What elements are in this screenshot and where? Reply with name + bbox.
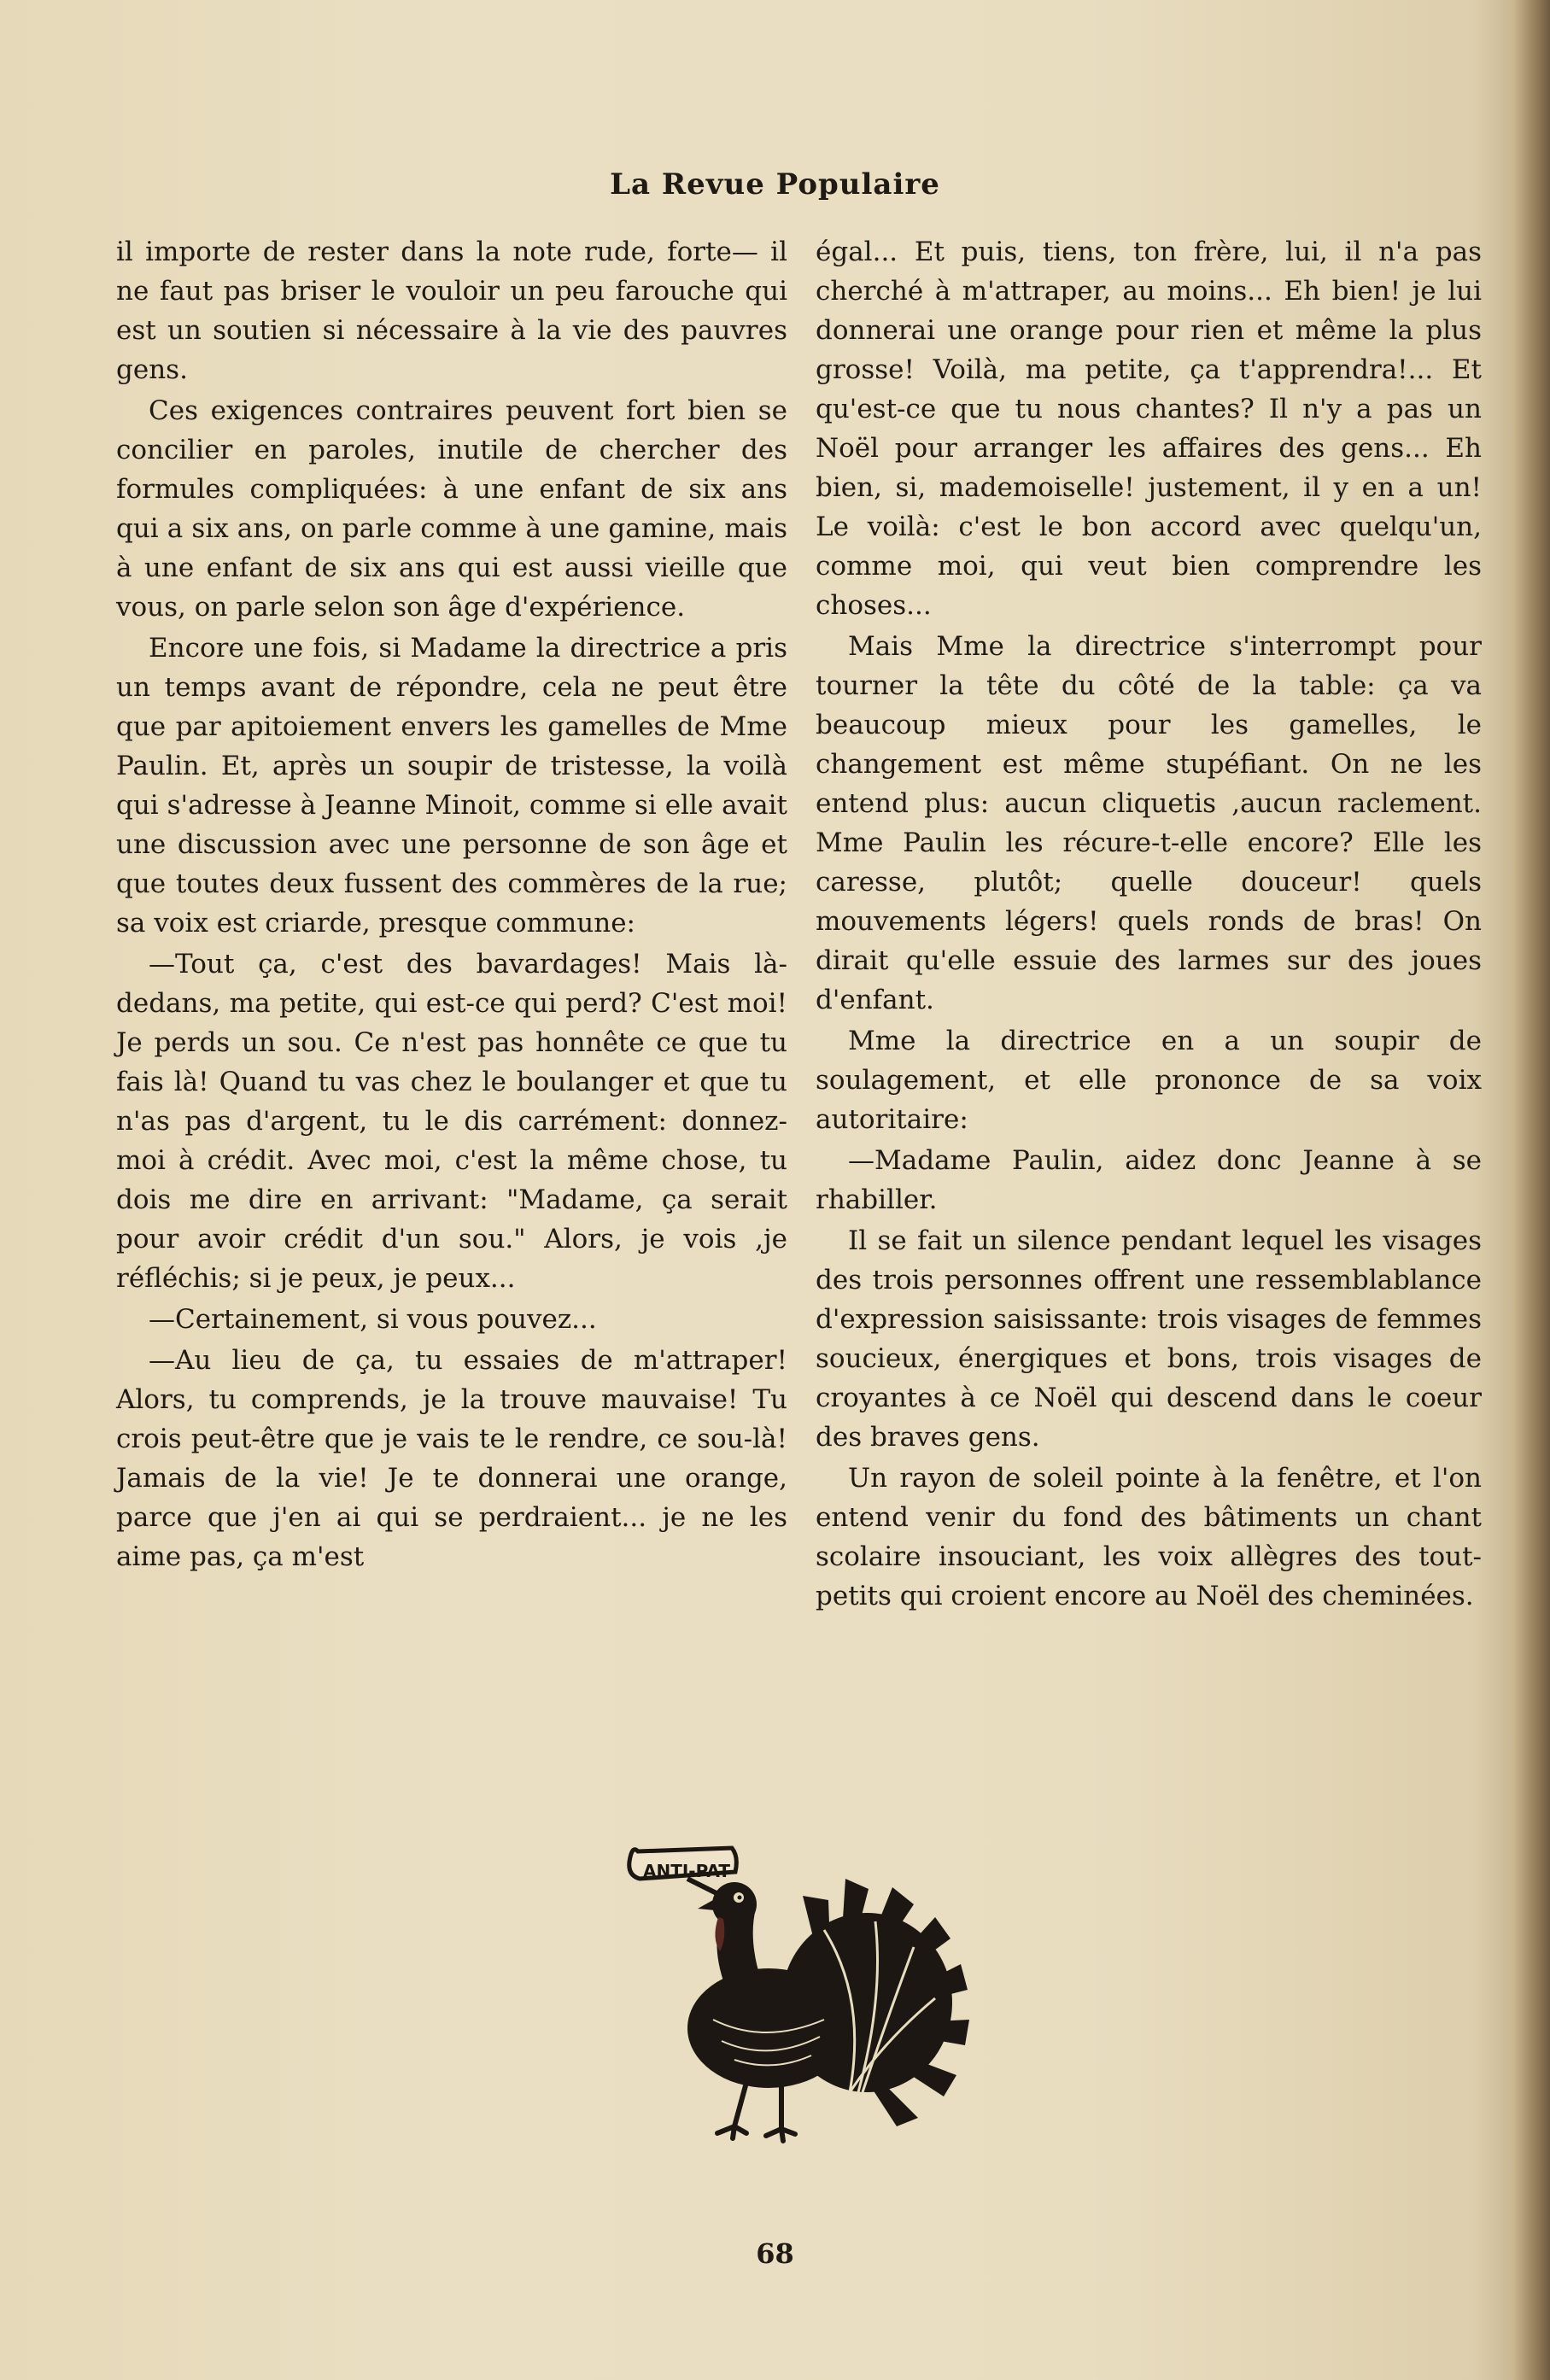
sign-text: ANTI-PAT	[643, 1861, 730, 1881]
left-column	[116, 232, 787, 1578]
paragraph: égal... Et puis, tiens, ton frère, lui, il n'a pas cherché à m'attraper, au moins... Eh bien! je lui donnerai une orange pour rien et même la plus grosse! Voilà, ma petite, ça t'apprendra!... Et qu'est-ce que tu nous chantes? Il n'y a pas un Noël pour arranger les affaires des gens... Eh bien, si, mademoiselle! justement, il y en a un! Le voilà: c'est le bon accord avec quelqu'un, comme moi, qui veut bien comprendre les choses...	[816, 237, 1482, 621]
paragraph: Encore une fois, si Madame la directrice a pris un temps avant de répondre, cela ne peut être que par apitoiement envers les gamelles de Mme Paulin. Et, après un soupir de tristesse, la voilà qui s'adresse à Jeanne Minoit, comme si elle avait une discussion avec une personne de son âge et que toutes deux fussent des commères de la rue; sa voix est criarde, presque commune:	[116, 633, 787, 939]
paragraph: Un rayon de soleil pointe à la fenêtre, et l'on entend venir du fond des bâtiments un chant scolaire insouciant, les voix allègres des tout-petits qui croient encore au Noël des cheminées.	[816, 1463, 1482, 1611]
paragraph: —Madame Paulin, aidez donc Jeanne à se rhabiller.	[816, 1145, 1482, 1215]
page-number: 68	[756, 2237, 794, 2270]
paragraph: —Tout ça, c'est des bavardages! Mais là-dedans, ma petite, qui est-ce qui perd? C'est moi! Je perds un sou. Ce n'est pas honnête ce que tu fais là! Quand tu vas chez le boulanger et que tu n'as pas d'argent, tu le dis carrément: donnez-moi à crédit. Avec moi, c'est la même chose, tu dois me dire en arrivant: "Madame, ça serait pour avoir crédit d'un sou." Alors, je vois ,je réfléchis; si je peux, je peux...	[116, 949, 787, 1294]
book-spine-shadow	[1514, 0, 1550, 2380]
paragraph: —Certainement, si vous pouvez...	[149, 1304, 597, 1335]
paragraph: Il se fait un silence pendant lequel les visages des trois personnes offrent une ressemblablance d'expression saisissante: trois visages de femmes soucieux, énergiques et bons, trois visages de croyantes à ce Noël qui descend dans le coeur des braves gens.	[816, 1225, 1482, 1453]
turkey-illustration	[619, 1836, 1029, 2161]
paragraph: —Au lieu de ça, tu essaies de m'attraper! Alors, tu comprends, je la trouve mauvaise! Tu crois peut-être que je vais te le rendre, ce sou-là! Jamais de la vie! Je te donnerai une orange, parce que j'en ai qui se perdraient... je ne les aime pas, ça m'est	[116, 1345, 787, 1572]
paragraph: Mme la directrice en a un soupir de soulagement, et elle prononce de sa voix autoritaire:	[816, 1026, 1482, 1135]
paragraph: Mais Mme la directrice s'interrompt pour tourner la tête du côté de la table: ça va beaucoup mieux pour les gamelles, le changement est même stupéfiant. On ne les entend plus: aucun cliquetis ,aucun raclement. Mme Paulin les récure-t-elle encore? Elle les caresse, plutôt; quelle douceur! quels mouvements légers! quels ronds de bras! On dirait qu'elle essuie des larmes sur des joues d'enfant.	[816, 631, 1482, 1015]
paragraph: Ces exigences contraires peuvent fort bien se concilier en paroles, inutile de chercher des formules compliquées: à une enfant de six ans qui a six ans, on parle comme à une gamine, mais à une enfant de six ans qui est aussi vieille que vous, on parle selon son âge d'expérience.	[116, 395, 787, 623]
page-header: La Revue Populaire	[610, 167, 940, 202]
paragraph: il importe de rester dans la note rude, forte— il ne faut pas briser le vouloir un peu farouche qui est un soutien si nécessaire à la vie des pauvres gens.	[116, 237, 787, 385]
right-column	[816, 232, 1482, 1617]
